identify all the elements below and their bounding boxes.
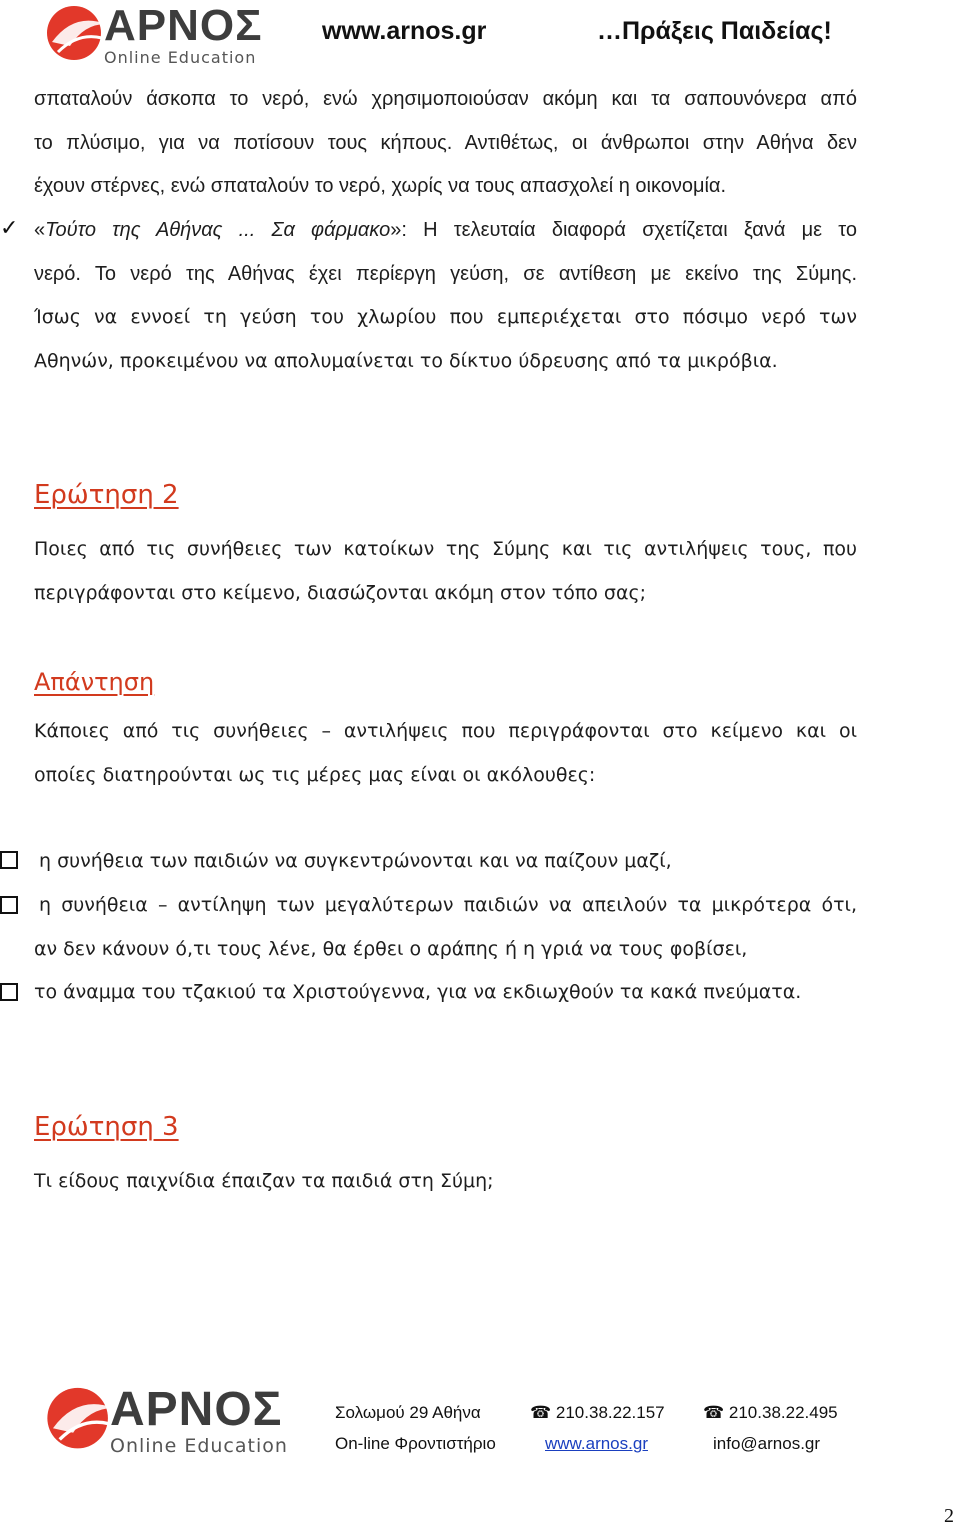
- header-logo: [44, 2, 263, 66]
- logo-mark-icon: [44, 2, 110, 62]
- text-line: η συνήθεια – αντίληψη των μεγαλύτερων παιδιών να απειλούν τα μικρότερα ότι,: [39, 894, 857, 916]
- quote-title: Τούτο της Αθήνας ... Σα φάρμακο: [45, 219, 391, 241]
- text-line: Ίσως να εννοεί τη γεύση του χλωρίου που εμπεριέχεται στο πόσιμο νερό των: [34, 306, 857, 328]
- question-3-heading: Ερώτηση 3: [34, 1112, 179, 1142]
- text-line: σπαταλούν άσκοπα το νερό, ενώ χρησιμοποιούσαν ακόμη και τα σαπουνόνερα από: [34, 88, 857, 110]
- text-line: Τι είδους παιχνίδια έπαιζαν τα παιδιά στη Σύμη;: [34, 1170, 494, 1192]
- quote-close: »:: [390, 219, 407, 241]
- header-slogan: …Πράξεις Παιδείας!: [597, 17, 832, 45]
- footer-phone-2: ☎ 210.38.22.495: [703, 1403, 838, 1422]
- text-line: οποίες διατηρούνται ως τις μέρες μας είναι οι ακόλουθες:: [34, 763, 596, 786]
- text-line: νερό. Το νερό της Αθήνας έχει περίεργη γεύση, σε αντίθεση με εκείνο της Σύμης.: [34, 262, 857, 285]
- check-item-continuation: [34, 296, 857, 383]
- text-line: Κάποιες από τις συνήθειες – αντιλήψεις που περιγράφονται στο κείμενο και οι: [34, 720, 857, 742]
- question-2-heading: Ερώτηση 2: [34, 480, 179, 510]
- text-line: περιγράφονται στο κείμενο, διασώζονται ακόμη στον τόπο σας;: [34, 581, 647, 604]
- check-item-line1-rest: Η τελευταία διαφορά σχετίζεται ξανά με το: [406, 219, 858, 241]
- check-item-line1: [34, 209, 857, 253]
- quote-open: «: [34, 219, 46, 241]
- page-number: 2: [944, 1505, 954, 1527]
- text-line: Ποιες από τις συνήθειες των κατοίκων της Σύμης και τις αντιλήψεις τους, που: [34, 538, 857, 560]
- question-2-text: [34, 528, 857, 615]
- footer-phone-1: ☎ 210.38.22.157: [530, 1403, 665, 1422]
- text-line: αν δεν κάνουν ό,τι τους λένε, θα έρθει ο αράπης ή η γριά να τους φοβίσει,: [34, 938, 748, 960]
- text-line: το άναμμα του τζακιού τα Χριστούγεννα, για να εκδιωχθούν τα κακά πνεύματα.: [34, 981, 802, 1003]
- text-line: το πλύσιμο, για να ποτίσουν τους κήπους. Αντιθέτως, οι άνθρωποι στην Αθήνα δεν: [34, 131, 857, 154]
- footer-logo-sub: Online Education: [110, 1435, 288, 1457]
- check-item-paragraph: [34, 209, 857, 296]
- header-site: www.arnos.gr: [322, 17, 487, 45]
- answer-bullet-2: [39, 884, 857, 928]
- header-logo-sub: Online Education: [104, 48, 257, 67]
- checkmark-icon: ✓: [0, 216, 19, 241]
- answer-bullet-2-cont: [34, 928, 857, 972]
- checkbox-bullet-icon: [0, 851, 18, 869]
- text-line: η συνήθεια των παιδιών να συγκεντρώνονται και να παίζουν μαζί,: [39, 850, 672, 872]
- footer-website-link[interactable]: www.arnos.gr: [545, 1434, 648, 1453]
- footer-tutoring: On-line Φροντιστήριο: [335, 1434, 496, 1453]
- answer-text: [34, 710, 857, 797]
- logo-mark-icon: [44, 1382, 118, 1452]
- checkbox-bullet-icon: [0, 896, 18, 914]
- footer-address: Σολωμού 29 Αθήνα: [335, 1403, 481, 1422]
- footer-logo-word: ΑΡΝΟΣ: [110, 1383, 283, 1436]
- intro-paragraph: [34, 78, 857, 209]
- header-logo-word: ΑΡΝΟΣ: [104, 1, 263, 50]
- footer-logo: [44, 1382, 288, 1456]
- question-3-text: [34, 1160, 857, 1204]
- answer-heading: Απάντηση: [34, 668, 155, 696]
- answer-bullet-3: [34, 971, 857, 1015]
- text-line: Αθηνών, προκειμένου να απολυμαίνεται το δίκτυο ύδρευσης από τα μικρόβια.: [34, 349, 778, 372]
- footer-email: info@arnos.gr: [713, 1434, 821, 1453]
- answer-bullet-1: [39, 840, 857, 884]
- text-line: έχουν στέρνες, ενώ σπαταλούν το νερό, χωρίς να τους απασχολεί η οικονομία.: [34, 175, 727, 197]
- checkbox-bullet-icon: [0, 983, 18, 1001]
